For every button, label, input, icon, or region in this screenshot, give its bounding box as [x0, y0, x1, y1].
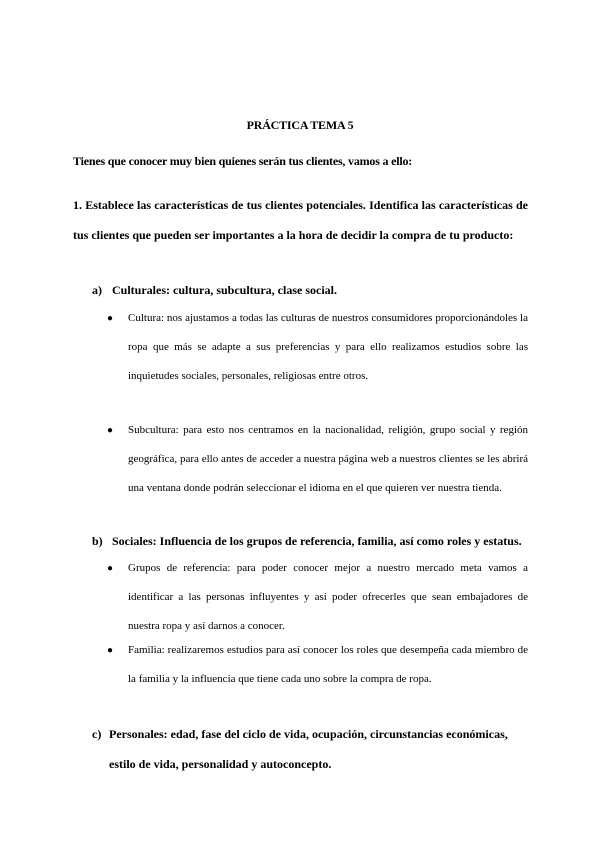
section-b-marker: b) — [92, 534, 103, 548]
section-c-title-continued: estilo de vida, personalidad y autoconcepto. — [109, 757, 332, 771]
bullet-subcultura-text: Subcultura: para esto nos centramos en la nacionalidad, religión, grupo social y región geográfica, para ello antes de acceder a nuestra página web a nuestros clientes se les abrirá una ventana donde podrán seleccionar el idioma en el que quieren ver nuestra tienda. — [128, 424, 528, 494]
bullet-familia-text: Familia: realizaremos estudios para así conocer los roles que desempeña cada miembro de la familia y la influencia que tiene cada uno sobre la compra de ropa. — [128, 644, 528, 685]
bullet-subcultura — [107, 416, 528, 503]
section-a-heading — [92, 275, 528, 305]
bullet-dot-icon: ● — [107, 313, 114, 324]
section-a-marker: a) — [92, 283, 102, 297]
section-b-heading — [92, 526, 528, 556]
bullet-familia — [107, 636, 528, 694]
section-c-heading — [92, 719, 528, 779]
bullet-cultura-text: Cultura: nos ajustamos a todas las culturas de nuestros consumidores proporcionándoles la ropa que más se adapte a sus preferencias y para ello realizamos estudios sobre las inquietudes sociales, personales, religiosas entre otros. — [128, 312, 528, 382]
page-title: PRÁCTICA TEMA 5 — [246, 118, 354, 132]
bullet-grupos-referencia-text: Grupos de referencia: para poder conocer mejor a nuestro mercado meta vamos a identificar a las personas influyentes y así poder ofrecerles que sean embajadores de nuestra ropa y así darnos a conocer. — [128, 562, 528, 632]
bullet-cultura — [107, 304, 528, 391]
question-1: 1. Establece las características de tus clientes potenciales. Identifica las características de tus clientes que pueden ser importantes a la hora de decidir la compra de tu producto: — [73, 198, 528, 242]
bullet-dot-icon: ● — [107, 645, 114, 656]
section-c-title: Personales: edad, fase del ciclo de vida, ocupación, circunstancias económicas, — [109, 727, 508, 741]
bullet-grupos-referencia — [107, 554, 528, 641]
bullet-dot-icon: ● — [107, 425, 114, 436]
bullet-dot-icon: ● — [107, 563, 114, 574]
section-a-title: Culturales: cultura, subcultura, clase social. — [112, 283, 337, 297]
section-c-marker: c) — [92, 727, 102, 741]
intro-text: Tienes que conocer muy bien quienes serán tus clientes, vamos a ello: — [73, 154, 413, 168]
section-b-title: Sociales: Influencia de los grupos de referencia, familia, así como roles y estatus. — [112, 534, 522, 548]
